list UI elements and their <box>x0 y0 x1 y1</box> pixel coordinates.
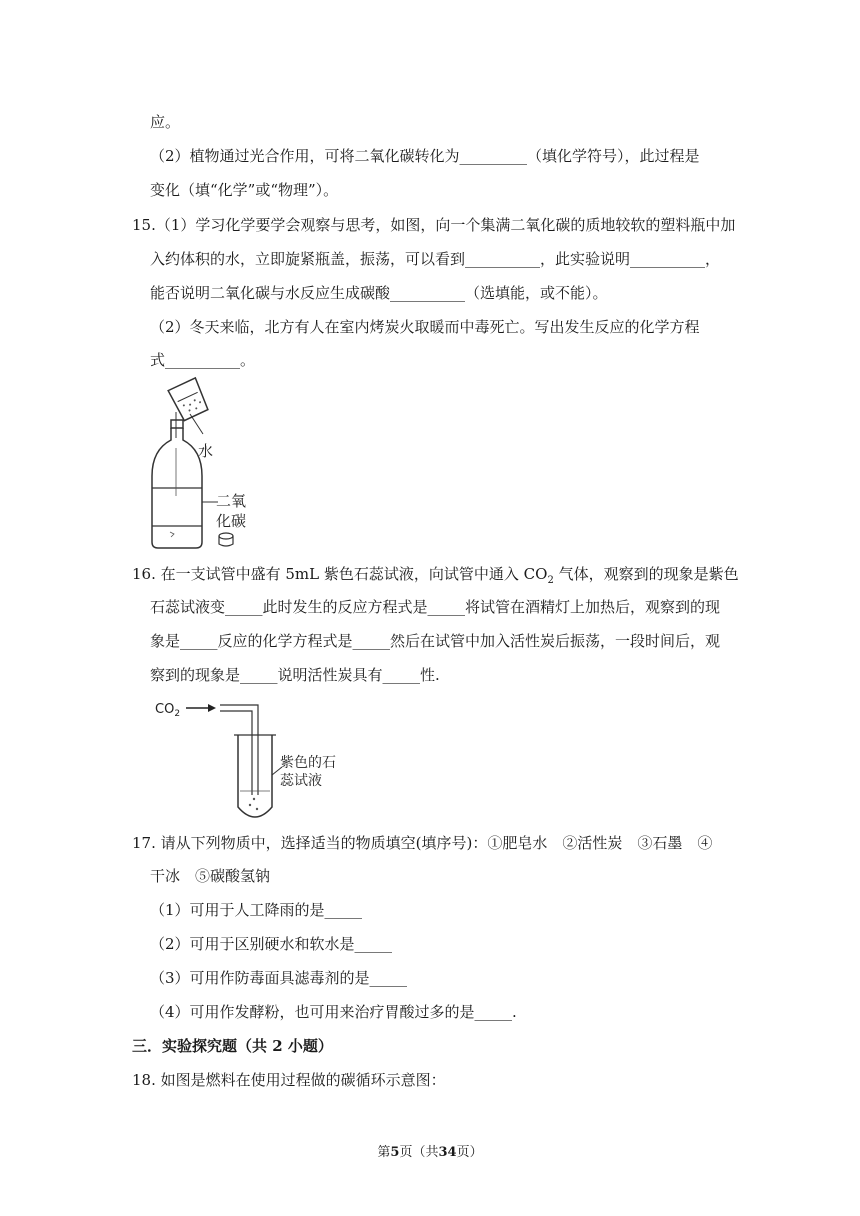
text-line: 式__________。 <box>150 351 256 369</box>
text-line: 干冰 ⑤碳酸氢钠 <box>150 867 271 885</box>
litmus-label: 紫色的石 <box>280 755 336 771</box>
text-line: （2）冬天来临，北方有人在室内烤炭火取暖而中毒死亡。写出发生反应的化学方程 <box>150 318 700 336</box>
bottle-figure <box>140 376 260 554</box>
arrow-icon <box>186 704 216 712</box>
question-16: 16. 在一支试管中盛有 5mL 紫色石蕊试液，向试管中通入 $CO_2$ 气体，观察到的现象是紫色 <box>132 565 739 586</box>
text-line: 察到的现象是_____说明活性炭具有_____性. <box>150 666 440 684</box>
co2-label: 二氧 <box>216 492 247 510</box>
question-18: 18. 如图是燃料在使用过程做的碳循环示意图： <box>132 1071 446 1089</box>
text-line: （1）可用于人工降雨的是_____ <box>150 901 363 919</box>
bottle-icon <box>152 420 218 548</box>
section-heading: 三．实验探究题（共 2 小题） <box>132 1037 333 1055</box>
water-label: 水 <box>198 442 214 460</box>
text-line: 应。 <box>150 113 181 131</box>
text-line: （3）可用作防毒面具滤毒剂的是_____ <box>150 969 408 987</box>
bottle-cap-icon <box>219 533 233 546</box>
beaker-icon <box>168 378 210 421</box>
text-line: 变化（填“化学”或“物理”）。 <box>150 181 339 199</box>
text-line: 入约体积的水，立即旋紧瓶盖，振荡，可以看到__________，此实验说明__________， <box>150 250 721 268</box>
litmus-label: 蕊试液 <box>280 773 322 789</box>
text-line: （2）植物通过光合作用，可将二氧化碳转化为_________（填化学符号），此过程是 <box>150 147 700 165</box>
test-tube-figure <box>150 695 340 825</box>
text-line: 象是_____反应的化学方程式是_____然后在试管中加入活性炭后振荡，一段时间后，观 <box>150 632 721 650</box>
text-line: 能否说明二氧化碳与水反应生成碳酸__________（选填能，或不能）。 <box>150 284 608 302</box>
text-line: 石蕊试液变_____此时发生的反应方程式是_____将试管在酒精灯上加热后，观察到的现 <box>150 598 721 616</box>
question-15: 15.（1）学习化学要学会观察与思考，如图，向一个集满二氧化碳的质地较软的塑料瓶中加 <box>132 216 736 234</box>
co2-gas-label: $CO_2$ <box>155 702 181 719</box>
question-17: 17. 请从下列物质中，选择适当的物质填空(填序号)：①肥皂水 ②活性炭 ③石墨 ④ <box>132 834 713 852</box>
co2-label: 化碳 <box>216 512 247 530</box>
text-line: （2）可用于区别硬水和软水是_____ <box>150 935 393 953</box>
text-line: （4）可用作发酵粉，也可用来治疗胃酸过多的是_____. <box>150 1003 517 1021</box>
page-footer: 第5页（共34页） <box>377 1145 483 1160</box>
